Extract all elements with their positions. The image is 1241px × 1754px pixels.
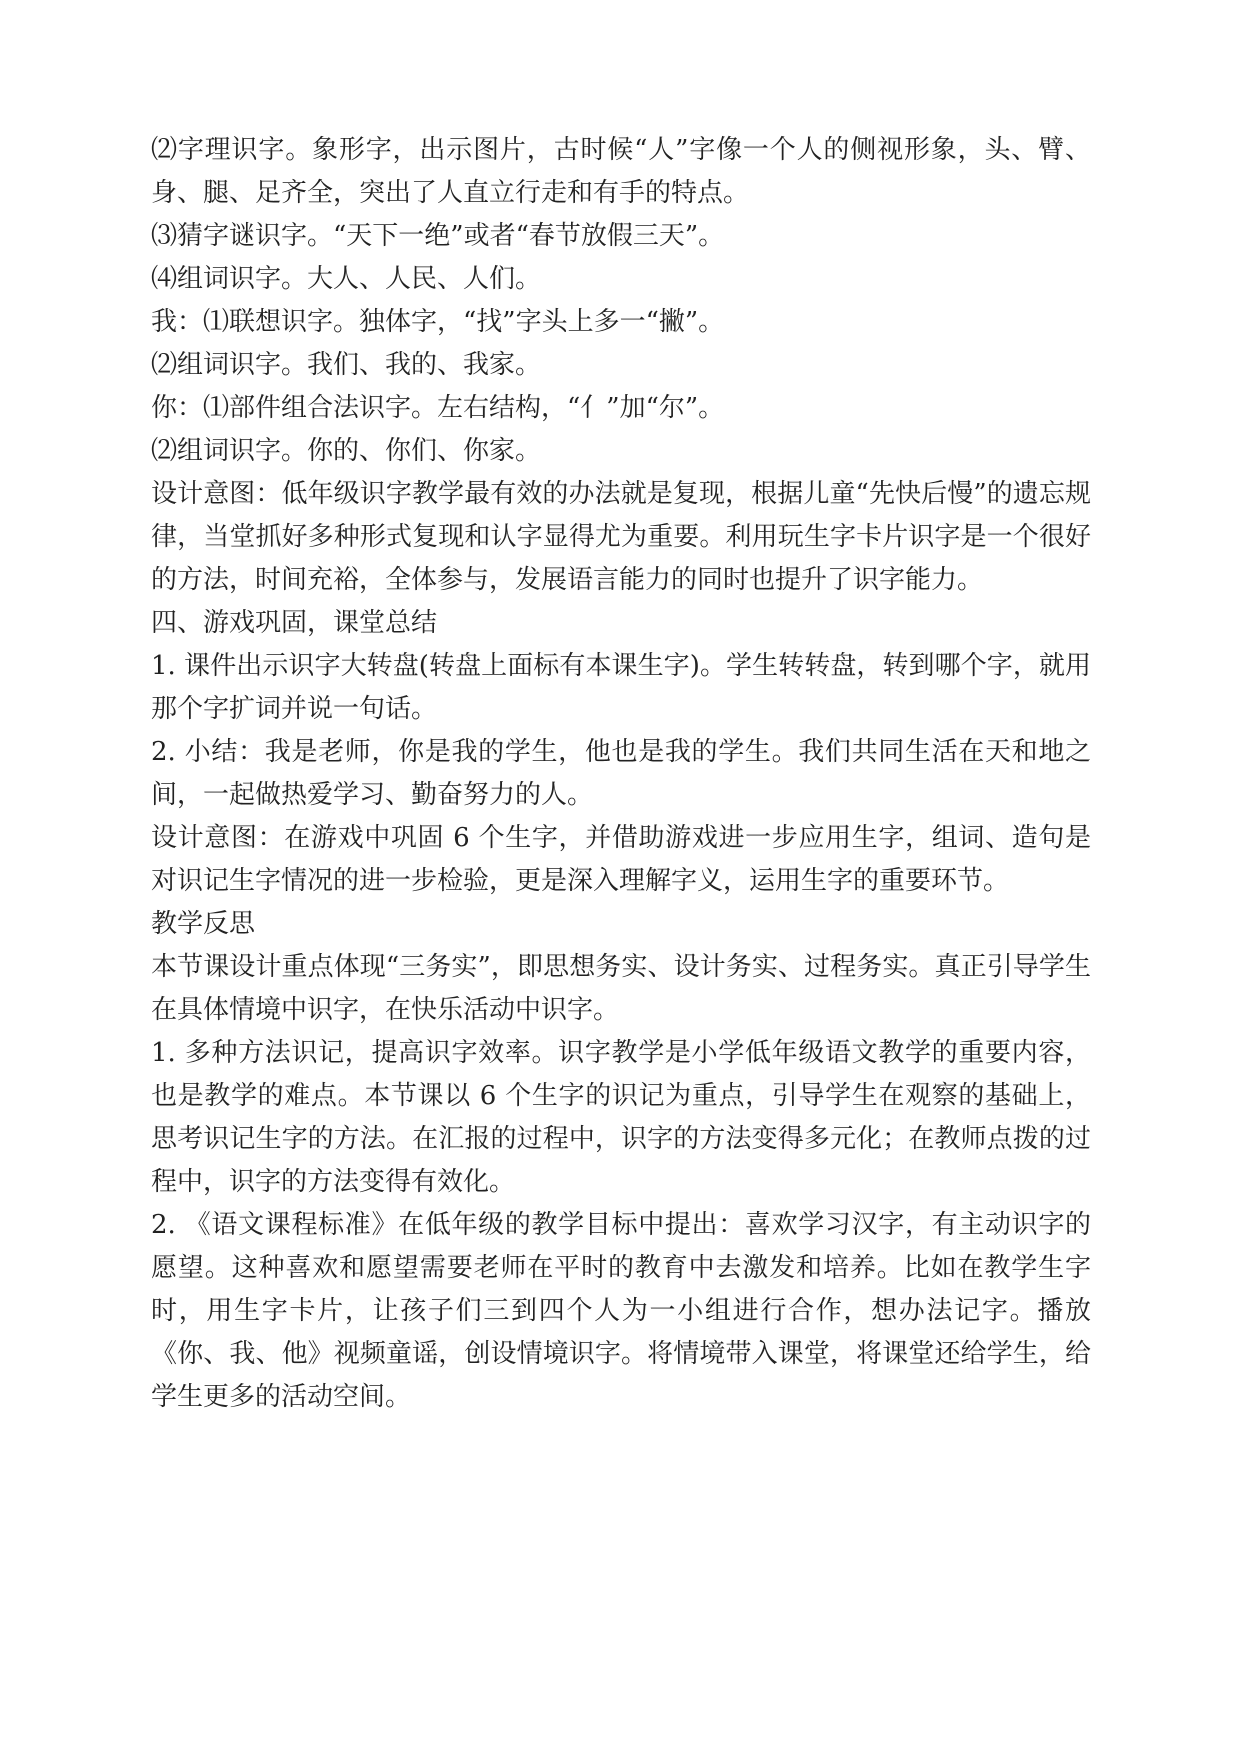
section-heading-reflection: 教学反思 <box>151 909 256 939</box>
paragraph-design-intent-2: 设计意图：在游戏中巩固 6 个生字，并借助游戏进一步应用生字，组词、造句是对识记生字情况的进一步检验，更是深入理解字义，运用生字的重要环节。 <box>151 823 1091 896</box>
paragraph-ni-bujian: 你：⑴部件组合法识字。左右结构，“亻”加“尔”。 <box>151 393 725 423</box>
paragraph-zuci-ni: ⑵组词识字。你的、你们、你家。 <box>151 436 542 466</box>
paragraph-summary: 2. 小结：我是老师，你是我的学生，他也是我的学生。我们共同生活在天和地之间，一起做热爱学习、勤奋努力的人。 <box>151 737 1091 810</box>
document-page <box>151 129 1091 1419</box>
paragraph-design-intent-1: 设计意图：低年级识字教学最有效的办法就是复现，根据儿童“先快后慢”的遗忘规律，当堂抓好多种形式复现和认字显得尤为重要。利用玩生字卡片识字是一个很好的方法，时间充裕，全体参与，发展语言能力的同时也提升了识字能力。 <box>151 479 1091 595</box>
paragraph-reflection-1: 1. 多种方法识记，提高识字效率。识字教学是小学低年级语文教学的重要内容，也是教学的难点。本节课以 6 个生字的识记为重点，引导学生在观察的基础上，思考识记生字的方法。在汇报的过程中，识字的方法变得多元化；在教师点拨的过程中，识字的方法变得有效化。 <box>151 1038 1091 1197</box>
paragraph-zuci-ren: ⑷组词识字。大人、人民、人们。 <box>151 264 542 294</box>
paragraph-reflection-2: 2. 《语文课程标准》在低年级的教学目标中提出：喜欢学习汉字，有主动识字的愿望。这种喜欢和愿望需要老师在平时的教育中去激发和培养。比如在教学生字时，用生字卡片，让孩子们三到四个人为一小组进行合作，想办法记字。播放《你、我、他》视频童谣，创设情境识字。将情境带入课堂，将课堂还给学生，给学生更多的活动空间。 <box>151 1210 1091 1412</box>
paragraph-ziliyizi: ⑵字理识字。象形字，出示图片，古时候“人”字像一个人的侧视形象，头、臂、身、腿、足齐全，突出了人直立行走和有手的特点。 <box>151 135 1091 208</box>
paragraph-zuci-wo: ⑵组词识字。我们、我的、我家。 <box>151 350 542 380</box>
section-heading-game: 四、游戏巩固，课堂总结 <box>151 608 438 638</box>
paragraph-three-practical: 本节课设计重点体现“三务实”，即思想务实、设计务实、过程务实。真正引导学生在具体情境中识字，在快乐活动中识字。 <box>151 952 1091 1025</box>
paragraph-wo-lianxiang: 我：⑴联想识字。独体字，“找”字头上多一“撇”。 <box>151 307 725 337</box>
paragraph-turntable: 1. 课件出示识字大转盘(转盘上面标有本课生字)。学生转转盘，转到哪个字，就用那个字扩词并说一句话。 <box>151 651 1091 724</box>
paragraph-caizimi: ⑶猜字谜识字。“天下一绝”或者“春节放假三天”。 <box>151 221 725 251</box>
